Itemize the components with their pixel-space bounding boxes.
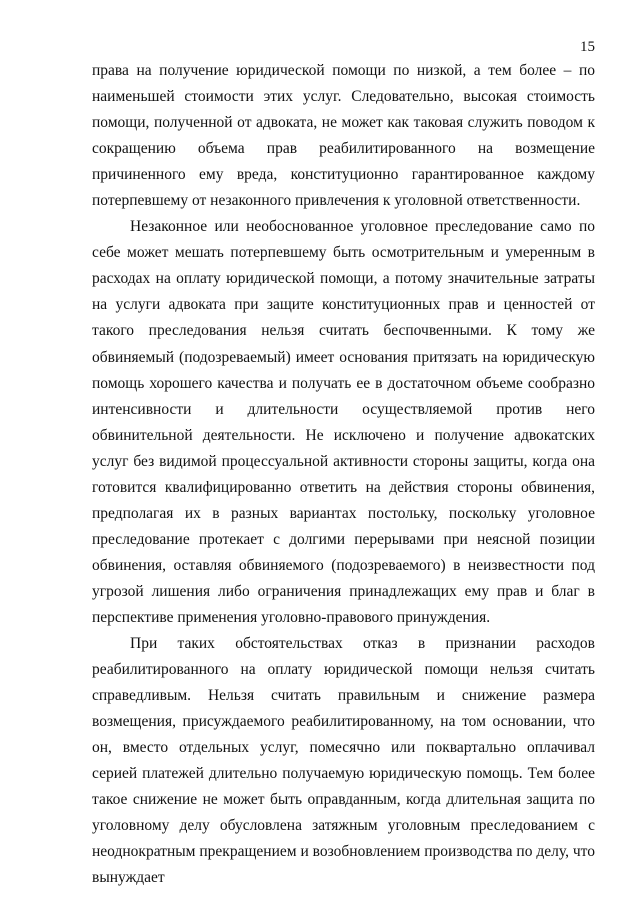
paragraph-continuation: права на получение юридической помощи по низкой, а тем более – по наименьшей стоимости этих услуг. Следовательно, высокая стоимость помощи, полученной от адвоката, не может как таковая служить поводом к сокращению объема прав реабилитированного на возмещение причиненного ему вреда, конституционно гарантированное каждому потерпевшему от незаконного привлечения к уголовной ответственности. [92,62,595,210]
paragraph: Незаконное или необоснованное уголовное преследование само по себе может мешать потерпевшему быть осмотрительным и умеренным в расходах на оплату юридической помощи, а потому значительные затраты на услуги адвоката при защите конституционных прав и ценностей от такого преследования нельзя считать беспочвенными. К тому же обвиняемый (подозреваемый) имеет основания притязать на юридическую помощь хорошего качества и получать ее в достаточном объеме сообразно интенсивности и длительности осуществляемой против него обвинительной деятельности. Не исключено и получение адвокатских услуг без видимой процессуальной активности стороны защиты, когда она готовится квалифицированно ответить на действия стороны обвинения, предполагая их в разных вариантах постольку, поскольку уголовное преследование протекает с долгими перерывами при неясной позиции обвинения, оставляя обвиняемого (подозреваемого) в неизвестности под угрозой лишения либо ограничения принадлежащих ему прав и благ в перспективе применения уголовно-правового принуждения. [92,218,595,626]
page-number: 15 [580,39,595,55]
document-body [92,58,595,892]
paragraph: При таких обстоятельствах отказ в признании расходов реабилитированного на оплату юридической помощи нельзя считать справедливым. Нельзя считать правильным и снижение размера возмещения, присуждаемого реабилитированному, на том основании, что он, вместо отдельных услуг, помесячно или поквартально оплачивал серией платежей длительно получаемую юридическую помощь. Тем более такое снижение не может быть оправданным, когда длительная защита по уголовному делу обусловлена затяжным уголовным преследованием с неоднократным прекращением и возобновлением производства по делу, что вынуждает [92,635,595,887]
